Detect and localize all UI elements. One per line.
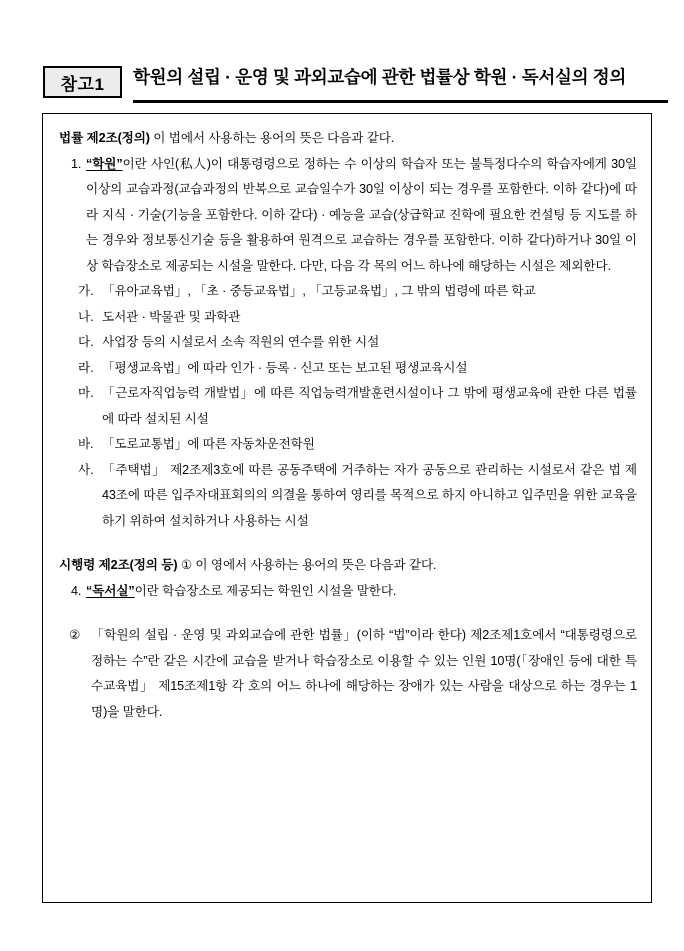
decree-lead-text: 이 영에서 사용하는 용어의 뜻은 다음과 같다. — [192, 558, 437, 572]
content-frame — [42, 113, 652, 903]
decree-item-4 — [57, 579, 637, 605]
decree-lead-line — [57, 553, 637, 579]
law-subitem-sa-text: 「주택법」 제2조제3호에 따른 공동주택에 거주하는 자가 공동으로 관리하는 시설로서 같은 법 제43조에 따른 입주자대표회의의 의결을 통하여 영리를 목적으로 하지 아니하고 입주민을 위한 교육을 하기 위하여 설치하거나 사용하는 시설 — [102, 462, 637, 528]
law-subitem-da-text: 사업장 등의 시설로서 소속 직원의 연수를 위한 시설 — [102, 335, 380, 349]
law-article-label: 법률 제2조(정의) — [59, 131, 150, 145]
law-subitem-na-text: 도서관 · 박물관 및 과학관 — [102, 309, 241, 324]
law-subitem-ga-marker: 가. — [78, 284, 94, 298]
law-subitem-ra-marker: 라. — [78, 360, 94, 375]
document-header — [0, 30, 684, 94]
decree-item-4-marker: 4. — [71, 583, 82, 598]
decree-item-4-term: “독서실” — [86, 583, 135, 598]
law-subitem-sa-marker: 사. — [78, 462, 94, 477]
law-subitem-ma — [57, 381, 637, 432]
law-subitem-ga-text: 「유아교육법」, 「초 · 중등교육법」, 「고등교육법」, 그 밖의 법령에 따른 학교 — [102, 284, 536, 298]
law-subitem-ma-text: 「근로자직업능력 개발법」에 따른 직업능력개발훈련시설이나 그 밖에 평생교육에 관한 다른 법률에 따라 설치된 시설 — [102, 386, 637, 426]
law-subitem-ma-marker: 마. — [78, 386, 94, 400]
law-subitem-ba-text: 「도로교통법」에 따른 자동차운전학원 — [102, 437, 315, 451]
reference-badge: 참고1 — [43, 66, 122, 98]
decree-item-4-text: 이란 학습장소로 제공되는 학원인 시설을 말한다. — [134, 583, 397, 598]
law-lead-text: 이 법에서 사용하는 용어의 뜻은 다음과 같다. — [149, 131, 395, 145]
decree-clause-1-mark: ① — [180, 558, 193, 572]
law-item-1-text: 이란 사인(私人)이 대통령령으로 정하는 수 이상의 학습자 또는 불특정다수의 학습자에게 30일 이상의 교습과정(교습과정의 반복으로 교습일수가 30일 이상이 되는 경우를 포함한다. 이하 같다)에 따라 지식 · 기술(기능을 포함한다. 이하 같다) · 예능을 교습(상급학교 진학에 필요한 컨설팅 등 지도를 하는 경우와 정보통신기술 등을 활용하여 원격으로 교습하는 경우를 포함한다. 이하 같다)하거나 30일 이상 학습장소로 제공되는 시설을 말한다. 다만, 다음 각 목의 어느 하나에 해당하는 시설은 제외한다. — [86, 156, 637, 273]
law-subitem-ra — [57, 356, 637, 382]
decree-clause-2-marker: ② — [69, 628, 81, 642]
law-subitem-ba — [57, 432, 637, 458]
law-item-1 — [57, 152, 637, 280]
law-subitem-da-marker: 다. — [78, 335, 94, 349]
header-underline-rule — [133, 100, 668, 103]
law-subitem-sa — [57, 458, 637, 535]
law-subitem-na — [57, 305, 637, 331]
law-subitem-ra-text: 「평생교육법」에 따라 인가 · 등록 · 신고 또는 보고된 평생교육시설 — [102, 360, 468, 375]
law-subitem-da — [57, 330, 637, 356]
law-lead-line — [57, 126, 637, 152]
law-subitem-ba-marker: 바. — [78, 437, 94, 451]
page-title: 학원의 설립 · 운영 및 과외교습에 관한 법률상 학원 · 독서실의 정의 — [133, 67, 626, 87]
decree-clause-2-text: 「학원의 설립 · 운영 및 과외교습에 관한 법률」(이하 “법”이라 한다) 제2조제1호에서 “대통령령으로 정하는 수”란 같은 시간에 교습을 받거나 학습장소로 이용할 수 있는 인원 10명(「장애인 등에 대한 특수교육법」 제15조제1항 각 호의 어느 하나에 해당하는 장애가 있는 사람을 대상으로 하는 경우는 1명)을 말한다. — [91, 628, 637, 719]
decree-article-label: 시행령 제2조(정의 등) — [59, 558, 178, 572]
law-subitem-ga — [57, 279, 637, 305]
section-gap — [57, 534, 637, 553]
content-body — [43, 114, 651, 725]
law-subitem-na-marker: 나. — [78, 309, 94, 324]
law-item-1-marker: 1. — [71, 156, 82, 171]
clause-gap — [57, 604, 637, 623]
header-title-wrap — [133, 64, 669, 91]
law-item-1-term: “학원” — [86, 156, 123, 171]
decree-clause-2 — [57, 623, 637, 725]
